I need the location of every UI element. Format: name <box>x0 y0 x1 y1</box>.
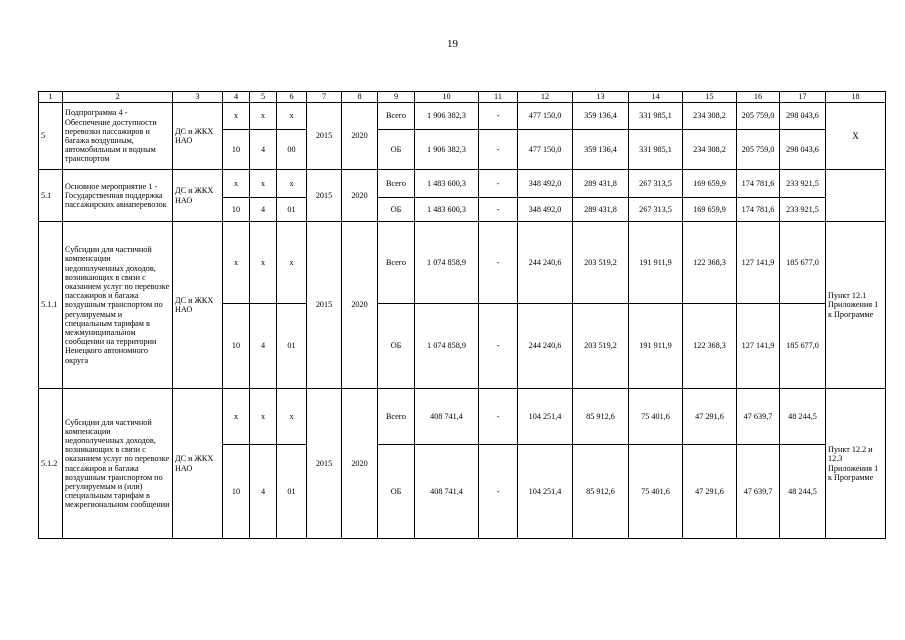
column-number-row <box>39 92 886 103</box>
code-cell: 00 <box>277 130 307 170</box>
start-year: 2015 <box>307 103 342 170</box>
start-year: 2015 <box>307 170 342 222</box>
note-cell: Х <box>826 103 886 170</box>
year-value: 348 492,0 <box>518 198 573 222</box>
code-cell: 4 <box>250 445 277 539</box>
funding-source: ОБ <box>378 198 415 222</box>
year-value: 348 492,0 <box>518 170 573 198</box>
row-number: 5.1.2 <box>39 389 63 539</box>
table-body <box>39 92 886 539</box>
code-cell: 4 <box>250 304 277 389</box>
year-value: 185 677,0 <box>780 222 826 304</box>
code-cell: х <box>250 222 277 304</box>
column-number-cell: 12 <box>518 92 573 103</box>
code-cell: 4 <box>250 130 277 170</box>
code-cell: 10 <box>223 130 250 170</box>
funding-source: ОБ <box>378 304 415 389</box>
code-cell: х <box>250 389 277 445</box>
year-value: 48 244,5 <box>780 389 826 445</box>
year-value: 244 240,6 <box>518 304 573 389</box>
year-value: 174 781,6 <box>737 198 780 222</box>
code-cell: х <box>277 103 307 130</box>
year-value: 104 251,4 <box>518 445 573 539</box>
year-value: 359 136,4 <box>573 130 629 170</box>
measure-name: Основное мероприятие 1 - Государственная поддержка пассажирских авиаперевозок <box>63 170 173 222</box>
column-number-cell: 4 <box>223 92 250 103</box>
year-value: - <box>479 389 518 445</box>
year-value: 205 759,0 <box>737 103 780 130</box>
total-value: 408 741,4 <box>415 389 479 445</box>
code-cell: х <box>223 389 250 445</box>
year-value: 477 150,0 <box>518 103 573 130</box>
year-value: - <box>479 130 518 170</box>
start-year: 2015 <box>307 389 342 539</box>
column-number-cell: 3 <box>173 92 223 103</box>
row-number: 5.1.1 <box>39 222 63 389</box>
code-cell: х <box>223 103 250 130</box>
column-number-cell: 2 <box>63 92 173 103</box>
code-cell: х <box>277 170 307 198</box>
measure-name: Субсидии для частичной компенсации недополученных доходов, возникающих в связи с оказанием услуг по перевозке пассажиров и багажа воздушным транспортом по регулируемым и (или) специальным тарифам в межрегиональном сообщении <box>63 389 173 539</box>
funding-source: Всего <box>378 170 415 198</box>
total-value: 1 074 858,9 <box>415 304 479 389</box>
year-value: 85 912,6 <box>573 445 629 539</box>
table-row <box>39 103 886 130</box>
funding-source: Всего <box>378 103 415 130</box>
measure-name: Подпрограмма 4 - Обеспечение доступности перевозки пассажиров и багажа воздушным, автомобильным и водным транспортом <box>63 103 173 170</box>
code-cell: 4 <box>250 198 277 222</box>
year-value: 233 921,5 <box>780 198 826 222</box>
year-value: - <box>479 445 518 539</box>
end-year: 2020 <box>342 389 378 539</box>
year-value: 191 911,9 <box>629 222 683 304</box>
year-value: 331 985,1 <box>629 130 683 170</box>
column-number-cell: 14 <box>629 92 683 103</box>
total-value: 1 483 600,3 <box>415 198 479 222</box>
code-cell: х <box>250 103 277 130</box>
code-cell: х <box>250 170 277 198</box>
year-value: 85 912,6 <box>573 389 629 445</box>
measure-name: Субсидии для частичной компенсации недополученных доходов, возникающих в связи с оказанием услуг по перевозке пассажиров и багажа воздушным транспортом по регулируемым и специальным тарифам в межмуниципальном сообщении на территории Ненецкого автономного округа <box>63 222 173 389</box>
year-value: - <box>479 103 518 130</box>
year-value: - <box>479 170 518 198</box>
year-value: 127 141,9 <box>737 222 780 304</box>
responsible-org: ДС и ЖКХ НАО <box>173 170 223 222</box>
year-value: 331 985,1 <box>629 103 683 130</box>
year-value: 174 781,6 <box>737 170 780 198</box>
column-number-cell: 15 <box>683 92 737 103</box>
column-number-cell: 7 <box>307 92 342 103</box>
code-cell: х <box>223 222 250 304</box>
year-value: 75 401,6 <box>629 445 683 539</box>
year-value: 122 368,3 <box>683 304 737 389</box>
column-number-cell: 13 <box>573 92 629 103</box>
page-number: 19 <box>447 38 458 50</box>
year-value: 185 677,0 <box>780 304 826 389</box>
year-value: 267 313,5 <box>629 170 683 198</box>
column-number-cell: 5 <box>250 92 277 103</box>
code-cell: 10 <box>223 198 250 222</box>
year-value: 47 639,7 <box>737 445 780 539</box>
table-row <box>39 389 886 445</box>
table-row <box>39 222 886 304</box>
year-value: 289 431,8 <box>573 198 629 222</box>
row-number: 5.1 <box>39 170 63 222</box>
year-value: 289 431,8 <box>573 170 629 198</box>
note-cell: Пункт 12.1 Приложения 1 к Программе <box>826 222 886 389</box>
start-year: 2015 <box>307 222 342 389</box>
column-number-cell: 9 <box>378 92 415 103</box>
funding-source: ОБ <box>378 445 415 539</box>
code-cell: 01 <box>277 198 307 222</box>
program-table <box>38 91 886 539</box>
note-cell: Пункт 12.2 и 12.3 Приложения 1 к Программе <box>826 389 886 539</box>
funding-source: ОБ <box>378 130 415 170</box>
year-value: 47 291,6 <box>683 389 737 445</box>
year-value: 203 519,2 <box>573 304 629 389</box>
year-value: 104 251,4 <box>518 389 573 445</box>
year-value: 298 043,6 <box>780 130 826 170</box>
year-value: 48 244,5 <box>780 445 826 539</box>
table-row <box>39 170 886 198</box>
year-value: 477 150,0 <box>518 130 573 170</box>
end-year: 2020 <box>342 103 378 170</box>
total-value: 408 741,4 <box>415 445 479 539</box>
year-value: 127 141,9 <box>737 304 780 389</box>
year-value: 234 308,2 <box>683 103 737 130</box>
code-cell: х <box>277 222 307 304</box>
column-number-cell: 11 <box>479 92 518 103</box>
year-value: 75 401,6 <box>629 389 683 445</box>
column-number-cell: 16 <box>737 92 780 103</box>
code-cell: 01 <box>277 304 307 389</box>
year-value: 203 519,2 <box>573 222 629 304</box>
responsible-org: ДС и ЖКХ НАО <box>173 222 223 389</box>
year-value: - <box>479 304 518 389</box>
year-value: 205 759,0 <box>737 130 780 170</box>
total-value: 1 074 858,9 <box>415 222 479 304</box>
row-number: 5 <box>39 103 63 170</box>
year-value: - <box>479 198 518 222</box>
code-cell: 10 <box>223 445 250 539</box>
column-number-cell: 17 <box>780 92 826 103</box>
end-year: 2020 <box>342 222 378 389</box>
end-year: 2020 <box>342 170 378 222</box>
note-cell <box>826 170 886 222</box>
year-value: 233 921,5 <box>780 170 826 198</box>
year-value: 298 043,6 <box>780 103 826 130</box>
year-value: 359 136,4 <box>573 103 629 130</box>
funding-source: Всего <box>378 222 415 304</box>
year-value: 234 308,2 <box>683 130 737 170</box>
year-value: 244 240,6 <box>518 222 573 304</box>
total-value: 1 483 600,3 <box>415 170 479 198</box>
column-number-cell: 8 <box>342 92 378 103</box>
code-cell: 01 <box>277 445 307 539</box>
funding-source: Всего <box>378 389 415 445</box>
year-value: 122 368,3 <box>683 222 737 304</box>
total-value: 1 906 382,3 <box>415 130 479 170</box>
year-value: 47 291,6 <box>683 445 737 539</box>
code-cell: х <box>277 389 307 445</box>
code-cell: 10 <box>223 304 250 389</box>
responsible-org: ДС и ЖКХ НАО <box>173 389 223 539</box>
year-value: 169 659,9 <box>683 170 737 198</box>
column-number-cell: 6 <box>277 92 307 103</box>
column-number-cell: 10 <box>415 92 479 103</box>
year-value: 169 659,9 <box>683 198 737 222</box>
responsible-org: ДС и ЖКХ НАО <box>173 103 223 170</box>
year-value: - <box>479 222 518 304</box>
year-value: 47 639,7 <box>737 389 780 445</box>
code-cell: х <box>223 170 250 198</box>
total-value: 1 906 382,3 <box>415 103 479 130</box>
year-value: 267 313,5 <box>629 198 683 222</box>
year-value: 191 911,9 <box>629 304 683 389</box>
column-number-cell: 18 <box>826 92 886 103</box>
column-number-cell: 1 <box>39 92 63 103</box>
